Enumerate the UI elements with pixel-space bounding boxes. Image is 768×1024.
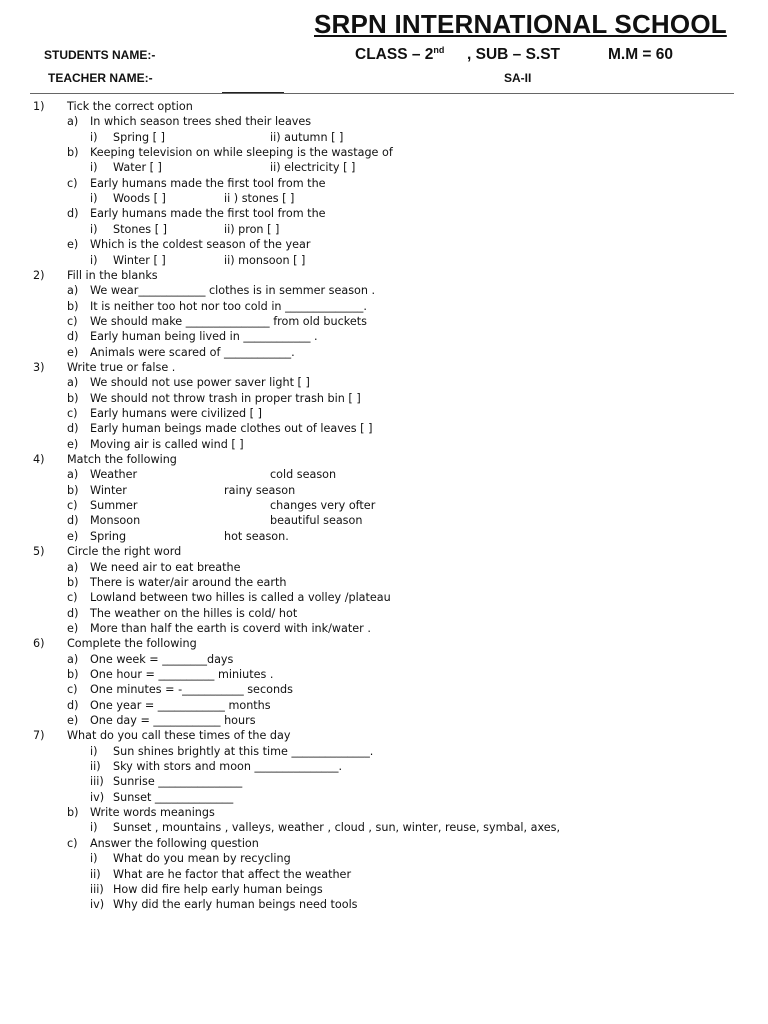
question-text: Water [ ] <box>113 161 162 174</box>
question-text: One week = ________days <box>90 653 234 666</box>
item-marker: b) <box>67 668 79 681</box>
option-second-column: changes very ofter <box>270 499 376 512</box>
question-text: Sun shines brightly at this time ______________. <box>113 745 374 758</box>
item-marker: c) <box>67 177 78 190</box>
item-marker: i) <box>90 745 98 758</box>
item-marker: 6) <box>33 637 45 650</box>
question-heading: What do you call these times of the day <box>67 729 291 742</box>
question-text: Summer <box>90 499 138 512</box>
item-marker: d) <box>67 607 79 620</box>
question-text: Weather <box>90 468 138 481</box>
item-marker: d) <box>67 422 79 435</box>
item-marker: i) <box>90 161 98 174</box>
question-text: Woods [ ] <box>113 192 166 205</box>
item-marker: 5) <box>33 545 45 558</box>
item-marker: 2) <box>33 269 45 282</box>
question-heading: Match the following <box>67 453 177 466</box>
question-text: We should not throw trash in proper trash bin [ ] <box>90 392 361 405</box>
option-second-column: ii) pron [ ] <box>224 223 280 236</box>
option-second-column: hot season. <box>224 530 289 543</box>
question-text: It is neither too hot nor too cold in ______________. <box>90 300 367 313</box>
item-marker: ii) <box>90 868 101 881</box>
item-marker: d) <box>67 330 79 343</box>
item-marker: iii) <box>90 883 104 896</box>
item-marker: d) <box>67 207 79 220</box>
item-marker: a) <box>67 653 79 666</box>
item-marker: e) <box>67 714 79 727</box>
question-text: The weather on the hilles is cold/ hot <box>90 607 298 620</box>
item-marker: i) <box>90 192 98 205</box>
item-marker: ii) <box>90 760 101 773</box>
question-text: Which is the coldest season of the year <box>90 238 311 251</box>
question-text: Early human being lived in ____________ . <box>90 330 318 343</box>
item-marker: i) <box>90 131 98 144</box>
question-text: Early humans made the first tool from the <box>90 207 326 220</box>
option-second-column: cold season <box>270 468 337 481</box>
question-text: One year = ____________ months <box>90 699 271 712</box>
item-marker: c) <box>67 591 78 604</box>
question-text: Winter [ ] <box>113 254 166 267</box>
item-marker: a) <box>67 115 79 128</box>
item-marker: iv) <box>90 791 105 804</box>
class-label <box>355 46 444 64</box>
item-marker: b) <box>67 300 79 313</box>
question-heading: Complete the following <box>67 637 197 650</box>
question-heading: Write true or false . <box>67 361 176 374</box>
item-marker: a) <box>67 561 79 574</box>
option-second-column: ii) autumn [ ] <box>270 131 344 144</box>
option-second-column: rainy season <box>224 484 296 497</box>
question-text: In which season trees shed their leaves <box>90 115 312 128</box>
header-divider-accent <box>222 92 284 93</box>
question-text: Early humans made the first tool from the <box>90 177 326 190</box>
item-marker: c) <box>67 499 78 512</box>
item-marker: b) <box>67 392 79 405</box>
question-text: Sunset ______________ <box>113 791 234 804</box>
question-text: How did fire help early human beings <box>113 883 323 896</box>
item-marker: e) <box>67 622 79 635</box>
question-heading: Fill in the blanks <box>67 269 158 282</box>
question-text: There is water/air around the earth <box>90 576 287 589</box>
option-second-column: ii) electricity [ ] <box>270 161 356 174</box>
question-text: Lowland between two hilles is called a volley /plateau <box>90 591 391 604</box>
item-marker: a) <box>67 468 79 481</box>
item-marker: a) <box>67 284 79 297</box>
question-heading: Circle the right word <box>67 545 182 558</box>
item-marker: c) <box>67 407 78 420</box>
question-text: What do you mean by recycling <box>113 852 291 865</box>
item-marker: 7) <box>33 729 45 742</box>
item-marker: b) <box>67 484 79 497</box>
item-marker: iii) <box>90 775 104 788</box>
item-marker: b) <box>67 806 79 819</box>
item-marker: a) <box>67 376 79 389</box>
question-text: Animals were scared of ____________. <box>90 346 295 359</box>
question-text: What are he factor that affect the weather <box>113 868 352 881</box>
class-suffix: nd <box>433 44 445 55</box>
question-text: Early human beings made clothes out of leaves [ ] <box>90 422 373 435</box>
max-marks: M.M = 60 <box>608 46 674 63</box>
question-text: Sunrise _______________ <box>113 775 243 788</box>
question-text: Answer the following question <box>90 837 259 850</box>
question-text: Spring <box>90 530 127 543</box>
item-marker: b) <box>67 146 79 159</box>
option-second-column: ii) monsoon [ ] <box>224 254 306 267</box>
question-text: More than half the earth is coverd with ink/water . <box>90 622 371 635</box>
item-marker: e) <box>67 238 79 251</box>
question-text: Early humans were civilized [ ] <box>90 407 262 420</box>
item-marker: d) <box>67 514 79 527</box>
item-marker: i) <box>90 254 98 267</box>
question-text: One day = ____________ hours <box>90 714 256 727</box>
item-marker: 1) <box>33 100 45 113</box>
question-text: Write words meanings <box>90 806 215 819</box>
question-text: Keeping television on while sleeping is the wastage of <box>90 146 393 159</box>
question-text: We should not use power saver light [ ] <box>90 376 310 389</box>
item-marker: d) <box>67 699 79 712</box>
item-marker: 3) <box>33 361 45 374</box>
option-second-column: beautiful season <box>270 514 363 527</box>
question-text: We wear____________ clothes is in semmer season . <box>90 284 376 297</box>
item-marker: e) <box>67 438 79 451</box>
item-marker: i) <box>90 852 98 865</box>
question-text: Spring [ ] <box>113 131 165 144</box>
item-marker: 4) <box>33 453 45 466</box>
student-name-label: STUDENTS NAME:- <box>44 48 156 62</box>
question-text: One minutes = -___________ seconds <box>90 683 293 696</box>
question-text: Why did the early human beings need tools <box>113 898 358 911</box>
item-marker: b) <box>67 576 79 589</box>
teacher-name-label: TEACHER NAME:- <box>48 71 153 85</box>
class-text: CLASS – 2 <box>355 46 434 63</box>
question-text: One hour = __________ miniutes . <box>90 668 274 681</box>
question-text: Sunset , mountains , valleys, weather , cloud , sun, winter, reuse, symbal, axes, <box>113 821 561 834</box>
item-marker: c) <box>67 315 78 328</box>
item-marker: c) <box>67 683 78 696</box>
item-marker: c) <box>67 837 78 850</box>
question-text: Sky with stors and moon _______________. <box>113 760 342 773</box>
question-text: We need air to eat breathe <box>90 561 241 574</box>
question-text: Stones [ ] <box>113 223 167 236</box>
item-marker: i) <box>90 821 98 834</box>
item-marker: i) <box>90 223 98 236</box>
subject-label: , SUB – S.ST <box>467 46 561 63</box>
exam-name: SA-II <box>504 71 532 85</box>
school-title: SRPN INTERNATIONAL SCHOOL <box>314 9 727 39</box>
question-heading: Tick the correct option <box>67 100 193 113</box>
question-text: Monsoon <box>90 514 141 527</box>
item-marker: iv) <box>90 898 105 911</box>
question-text: Winter <box>90 484 127 497</box>
item-marker: e) <box>67 346 79 359</box>
option-second-column: ii ) stones [ ] <box>224 192 295 205</box>
item-marker: e) <box>67 530 79 543</box>
question-text: We should make _______________ from old buckets <box>90 315 367 328</box>
header-divider <box>30 93 734 94</box>
question-text: Moving air is called wind [ ] <box>90 438 244 451</box>
